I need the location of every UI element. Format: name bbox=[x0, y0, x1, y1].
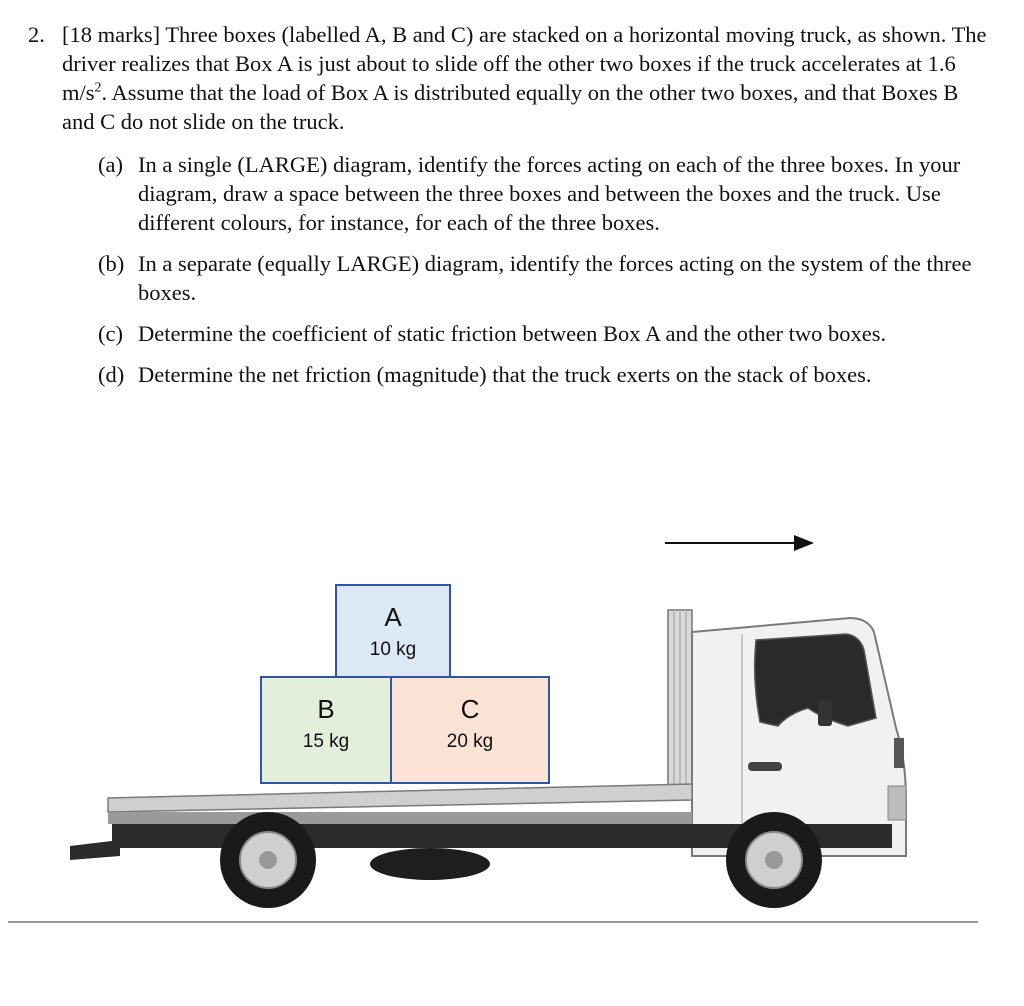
part-c-label: (c) bbox=[98, 321, 123, 346]
rear-wheel bbox=[220, 812, 316, 908]
problem-header bbox=[28, 20, 988, 136]
truck-figure bbox=[0, 500, 1024, 1000]
box-a bbox=[335, 584, 451, 678]
part-b-label: (b) bbox=[98, 251, 125, 276]
part-c bbox=[98, 319, 988, 348]
part-a bbox=[98, 150, 988, 237]
sub-questions bbox=[98, 150, 988, 389]
box-c-label: C bbox=[460, 694, 480, 724]
superscript-2: 2 bbox=[94, 80, 102, 96]
part-d bbox=[98, 360, 988, 389]
headboard bbox=[668, 610, 692, 794]
box-a-mass: 10 kg bbox=[369, 639, 417, 660]
part-b bbox=[98, 249, 988, 307]
box-c bbox=[390, 676, 550, 784]
box-b-mass: 15 kg bbox=[302, 731, 350, 752]
problem-statement bbox=[62, 20, 988, 136]
statement-part-2: . Assume that the load of Box A is distributed equally on the other two boxes, and that Boxes B and C do not slide on the truck. bbox=[62, 80, 959, 134]
flatbed-deck bbox=[108, 784, 692, 824]
part-d-label: (d) bbox=[98, 362, 125, 387]
box-b bbox=[260, 676, 392, 784]
problem-2 bbox=[28, 20, 988, 401]
problem-number: 2. bbox=[28, 22, 45, 47]
front-wheel bbox=[726, 812, 822, 908]
box-c-mass: 20 kg bbox=[446, 731, 494, 752]
part-d-text: Determine the net friction (magnitude) that the truck exerts on the stack of boxes. bbox=[138, 362, 872, 387]
statement-part-1: [18 marks] Three boxes (labelled A, B and C) are stacked on a horizontal moving truck, as shown. The driver realizes that Box A is just about to slide off the other two boxes if the truck accelerates at 1.6 m/s bbox=[62, 22, 987, 105]
box-b-label: B bbox=[317, 694, 335, 724]
part-a-label: (a) bbox=[98, 152, 123, 177]
part-b-text: In a separate (equally LARGE) diagram, identify the forces acting on the system of the three boxes. bbox=[138, 251, 972, 305]
part-a-text: In a single (LARGE) diagram, identify the forces acting on each of the three boxes. In your diagram, draw a space between the three boxes and between the boxes and the truck. Use different colours, for instance, for each of the three boxes. bbox=[138, 152, 961, 235]
part-c-text: Determine the coefficient of static friction between Box A and the other two boxes. bbox=[138, 321, 887, 346]
box-a-label: A bbox=[384, 602, 402, 632]
